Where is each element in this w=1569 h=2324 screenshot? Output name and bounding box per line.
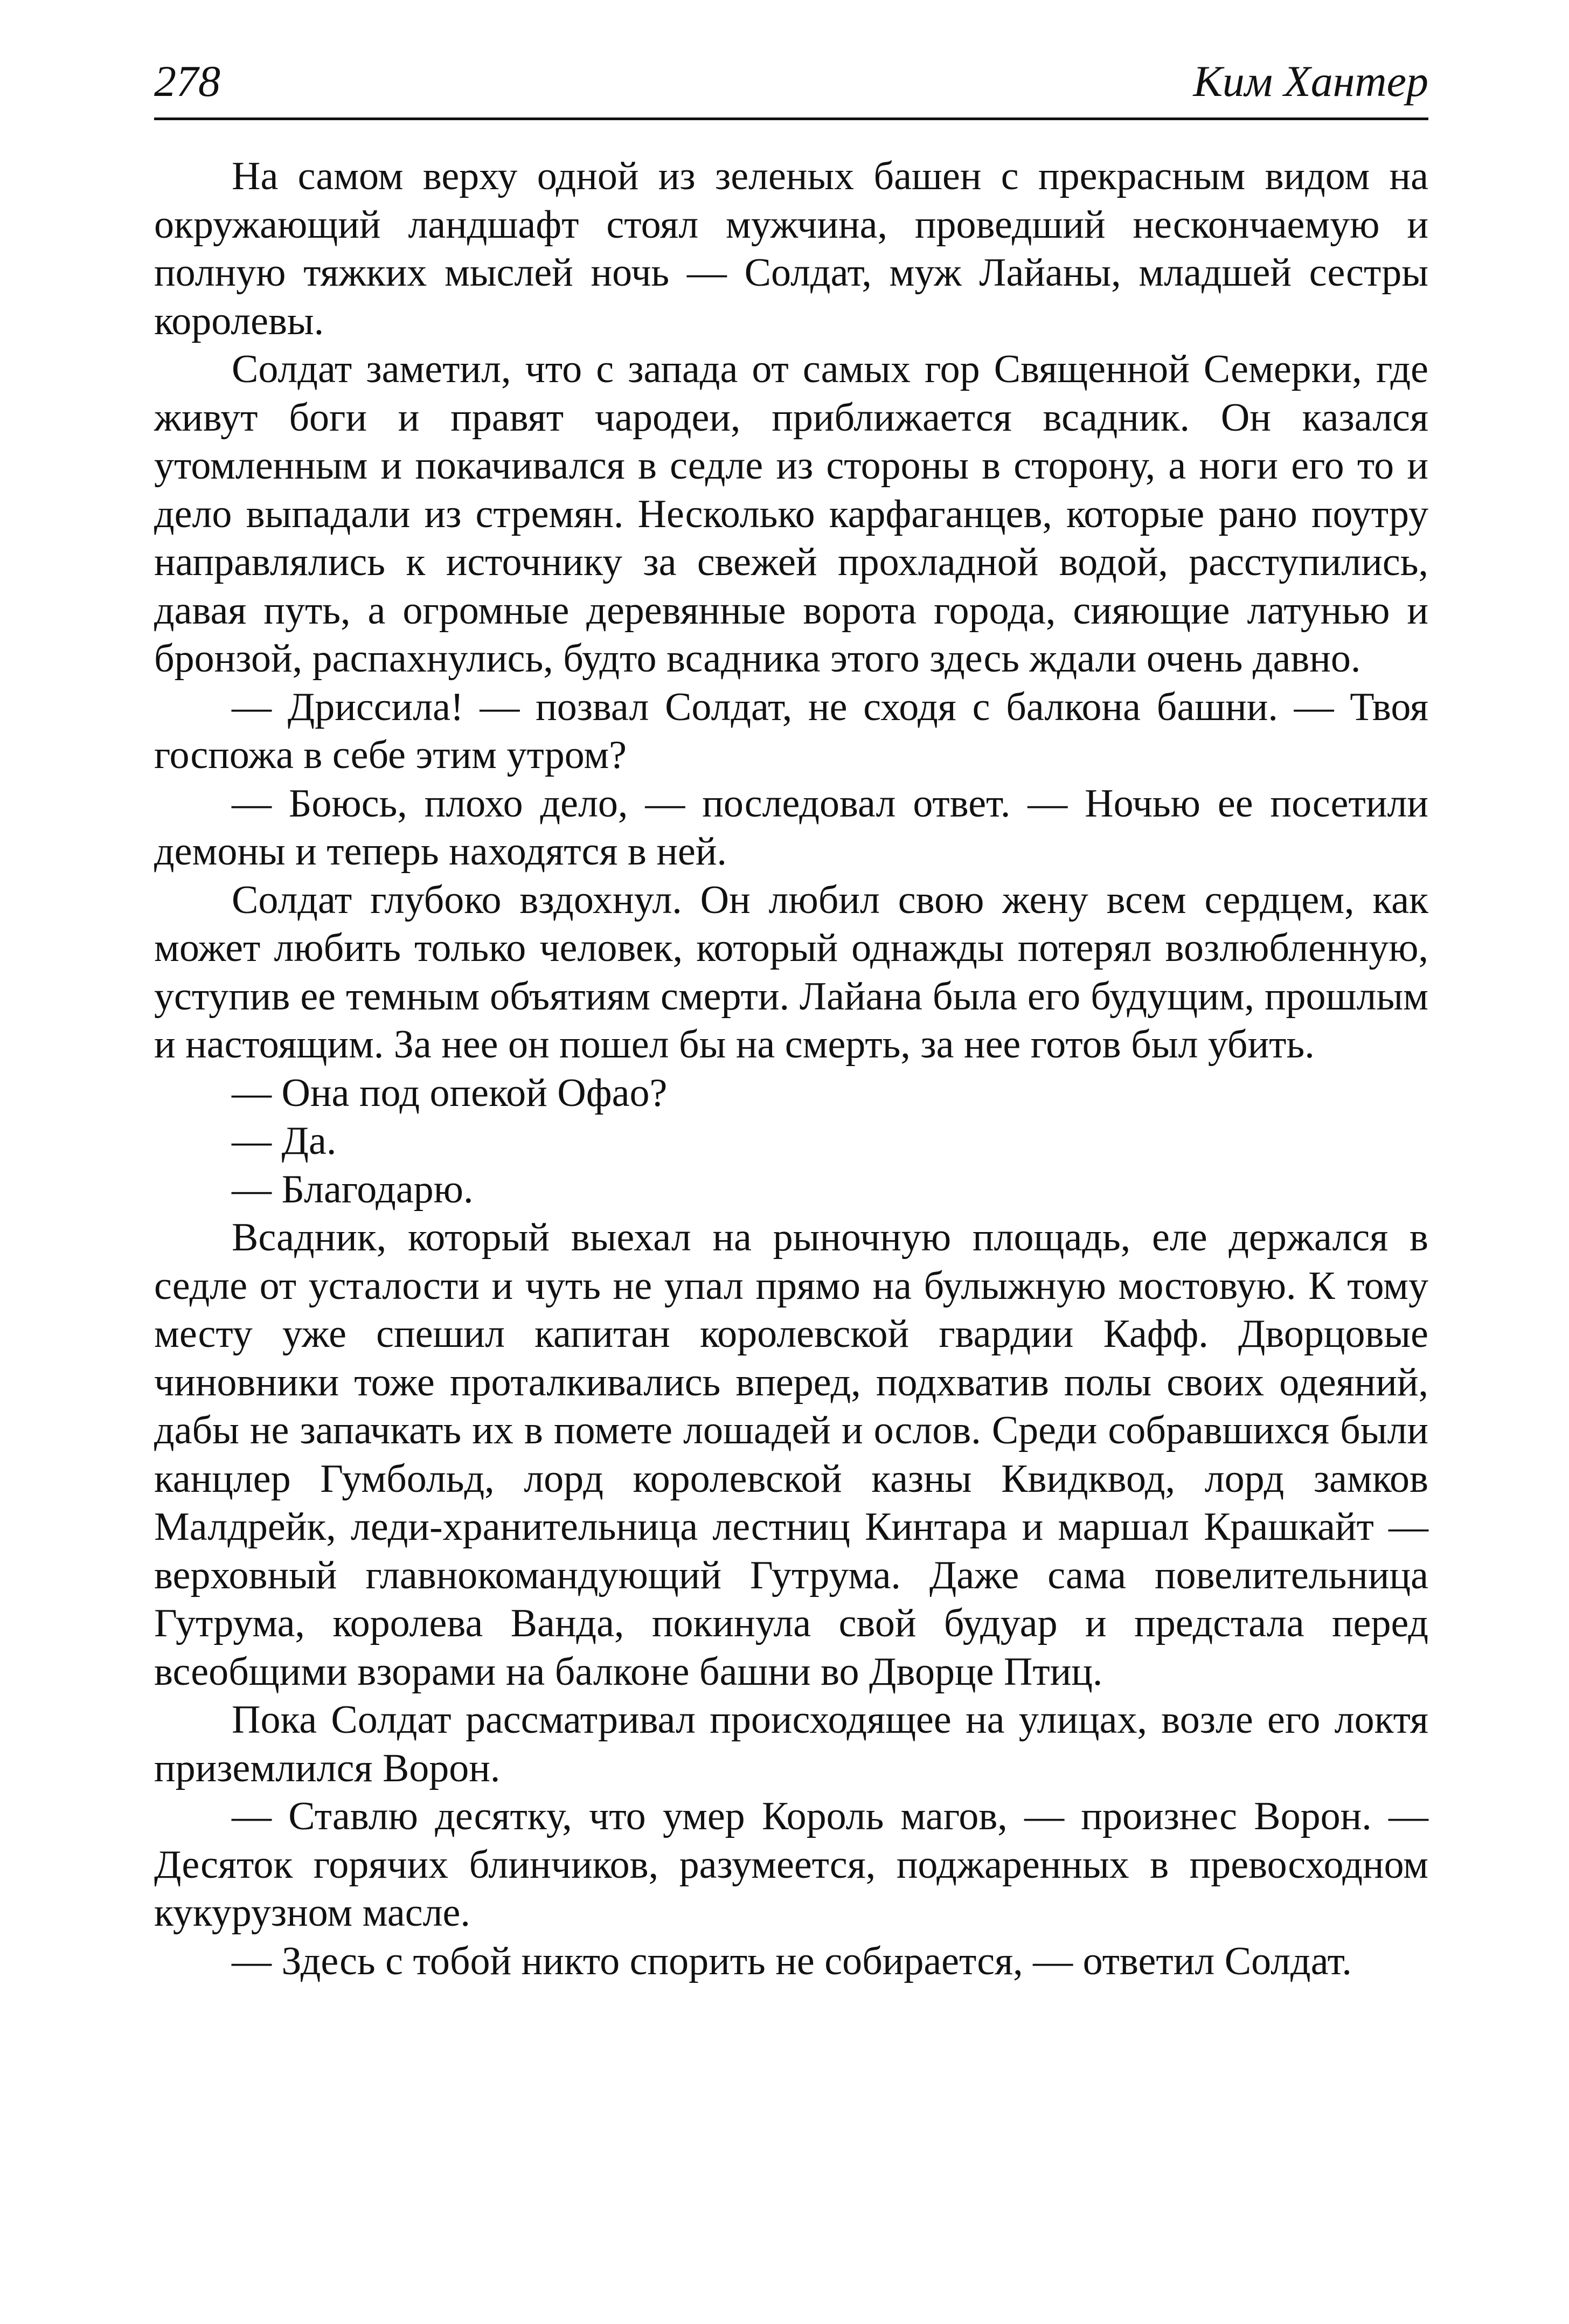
paragraph: — Дриссила! — позвал Солдат, не сходя с балкона башни. — Твоя госпожа в себе этим утром? [154, 684, 1428, 777]
paragraph: — Благодарю. [232, 1167, 474, 1212]
author-name: Ким Хантер [1193, 57, 1428, 106]
paragraph: — Боюсь, плохо дело, — последовал ответ. — Ночью ее посетили демоны и теперь находятся в ней. [154, 781, 1428, 874]
paragraph: Пока Солдат рассматривал происходящее на улицах, возле его локтя приземлился Ворон. [154, 1698, 1428, 1790]
chapter-text [154, 153, 1428, 1986]
book-page [154, 59, 1428, 1986]
paragraph: — Да. [232, 1119, 337, 1163]
paragraph: — Здесь с тобой никто спорить не собирается, — ответил Солдат. [232, 1939, 1352, 1983]
running-header [154, 59, 1428, 120]
paragraph: Солдат глубоко вздохнул. Он любил свою жену всем сердцем, как может любить только человек, который однажды потерял возлюбленную, уступив ее темным объятиям смерти. Лайана была его будущим, прошлым и настоящим. За нее он пошел бы на смерть, за нее готов был убить. [154, 877, 1428, 1067]
paragraph: Солдат заметил, что с запада от самых гор Священной Семерки, где живут боги и правят чародеи, приближается всадник. Он казался утомленным и покачивался в седле из стороны в сторону, а ноги его то и дело выпадали из стремян. Несколько карфаганцев, которые рано поутру направлялись к источнику за свежей прохладной водой, расступились, давая путь, а огромные деревянные ворота города, сияющие латунью и бронзой, распахнулись, будто всадника этого здесь ждали очень давно. [154, 347, 1428, 681]
paragraph: На самом верху одной из зеленых башен с прекрасным видом на окружающий ландшафт стоял мужчина, проведший нескончаемую и полную тяжких мыслей ночь — Солдат, муж Лайаны, младшей сестры королевы. [154, 154, 1428, 343]
paragraph: Всадник, который выехал на рыночную площадь, еле держался в седле от усталости и чуть не упал прямо на булыжную мостовую. К тому месту уже спешил капитан королевской гвардии Кафф. Дворцовые чиновники тоже проталкивались вперед, подхватив полы своих одеяний, дабы не запачкать их в помете лошадей и ослов. Среди собравшихся были канцлер Гумбольд, лорд королевской казны Квидквод, лорд замков Малдрейк, леди-хранительница лестниц Кинтара и маршал Крашкайт — верховный главнокомандующий Гутрума. Даже сама повелительница Гутрума, королева Ванда, покинула свой будуар и предстала перед всеобщими взорами на балконе башни во Дворце Птиц. [154, 1215, 1428, 1694]
paragraph: — Она под опекой Офао? [232, 1070, 668, 1115]
page-number: 278 [154, 57, 220, 106]
paragraph: — Ставлю десятку, что умер Король магов, — произнес Ворон. — Десяток горячих блинчиков, разумеется, поджаренных в превосходном кукурузном масле. [154, 1794, 1428, 1935]
